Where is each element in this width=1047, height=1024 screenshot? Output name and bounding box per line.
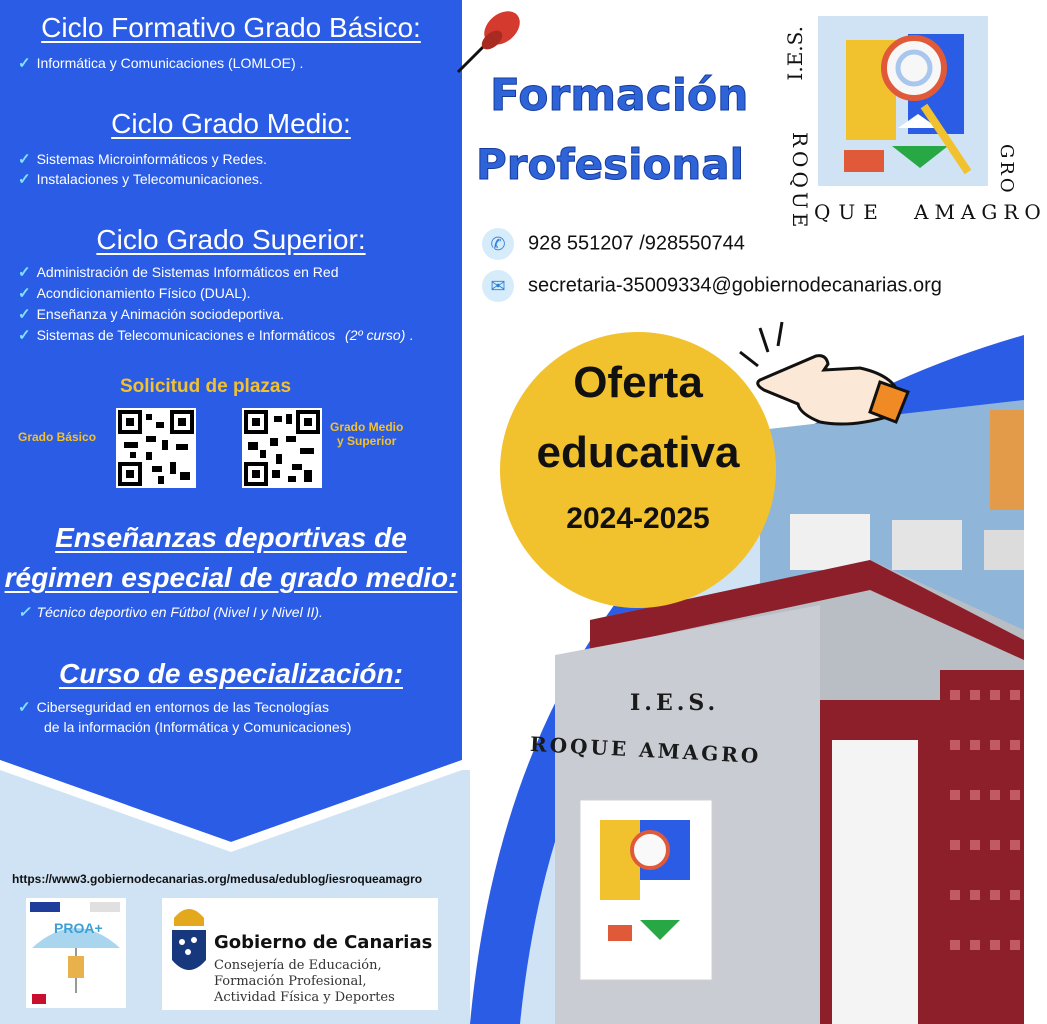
list-item: ✓ Sistemas Microinformáticos y Redes. [18, 151, 267, 168]
list-item: ✓ Ciberseguridad en entornos de las Tecnologías [18, 699, 329, 716]
title-deportivas-line2: régimen especial de grado medio: [4, 562, 458, 593]
list-item-continuation: de la información (Informática y Comunicaciones) [44, 719, 352, 735]
list-item: ✓ Acondicionamiento Físico (DUAL). [18, 285, 251, 302]
title-line2: Profesional [476, 140, 744, 189]
title-deportivas-line1: Enseñanzas deportivas de [55, 522, 407, 553]
list-item: ✓ Sistemas de Telecomunicaciones e Informáticos (2º curso) . [18, 327, 414, 344]
offer-year: 2024-2025 [566, 502, 710, 535]
check-icon: ✓ [18, 171, 31, 188]
list-item: ✓ Administración de Sistemas Informáticos en Red [18, 264, 339, 281]
title-especializacion: Curso de especialización: [59, 658, 403, 689]
contact-phone[interactable]: ✆ 928 551207 /928550744 [482, 228, 745, 260]
list-item: ✓ Técnico deportivo en Fútbol (Nivel I y Nivel II). [18, 604, 323, 621]
check-icon: ✓ [18, 604, 31, 621]
building-sign-line1: I.E.S. [630, 690, 720, 716]
check-icon: ✓ [18, 151, 31, 168]
title-line1: Formación [490, 70, 749, 121]
title-grado-superior: Ciclo Grado Superior: [96, 224, 366, 255]
check-icon: ✓ [18, 699, 31, 716]
solicitud-title: Solicitud de plazas [120, 376, 292, 397]
list-item: ✓ Instalaciones y Telecomunicaciones. [18, 171, 263, 188]
phone-icon: ✆ [482, 228, 514, 260]
check-icon: ✓ [18, 285, 31, 302]
list-item: ✓ Enseñanza y Animación sociodeportiva. [18, 306, 285, 323]
list-item: ✓ Informática y Comunicaciones (LOMLOE) . [18, 55, 304, 72]
contact-email[interactable]: ✉ secretaria-35009334@gobiernodecanarias.org [482, 270, 942, 302]
logo-text-left: I.E.S. [783, 26, 807, 81]
check-icon: ✓ [18, 306, 31, 323]
qr-label-basico: Grado Básico [18, 430, 97, 444]
gobierno-name: Gobierno de Canarias [214, 932, 433, 953]
website-link[interactable]: https://www3.gobiernodecanarias.org/medusa/edublog/iesroqueamagro [12, 872, 423, 886]
logo-text-bottom-left: QUE [814, 200, 886, 224]
pushpin-icon [452, 0, 532, 80]
offer-line2: educativa [536, 428, 740, 477]
logo-text-right-side: GRO [996, 144, 1017, 196]
school-logo [783, 12, 1047, 232]
check-icon: ✓ [18, 327, 31, 344]
offer-line1: Oferta [573, 358, 703, 407]
logo-text-roque: ROQUE [788, 132, 812, 232]
gobierno-department: Consejería de Educación, Formación Profesional, Actividad Física y Deportes [214, 958, 395, 1005]
envelope-icon: ✉ [482, 270, 514, 302]
title-grado-basico: Ciclo Formativo Grado Básico: [41, 12, 421, 43]
title-grado-medio: Ciclo Grado Medio: [111, 108, 351, 139]
pointing-hand-icon [720, 318, 920, 428]
qr-label-medio: Grado Medio y Superior [330, 420, 404, 448]
check-icon: ✓ [18, 55, 31, 72]
logo-text-bottom-right: AMAGRO [914, 200, 1047, 224]
check-icon: ✓ [18, 264, 31, 281]
school-logo-emblem [818, 16, 988, 186]
proa-label: PROA+ [54, 920, 103, 936]
building-sign-line2: ROQUE AMAGRO [529, 731, 762, 769]
